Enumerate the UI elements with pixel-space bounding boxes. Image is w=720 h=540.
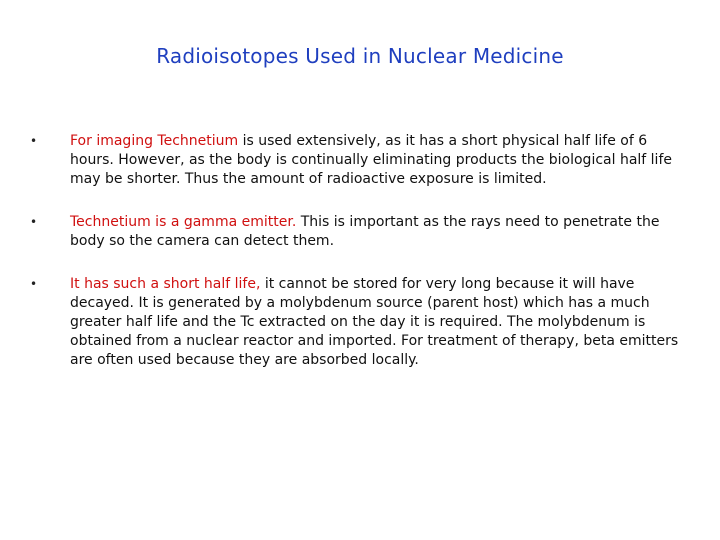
bullet-icon: • — [30, 215, 38, 229]
bullet-highlight-text: It has such a short half life, — [70, 276, 261, 292]
bullet-item — [26, 275, 686, 370]
bullet-icon: • — [30, 134, 38, 148]
bullet-body-text: is used extensively, as it has a short physical half life of 6 hours. However, as the body is continually eliminating products the biological half life may be shorter. Thus the amount of radioactive exposure is limited. — [70, 133, 672, 187]
bullet-item — [26, 132, 686, 189]
bullet-body-text: it cannot be stored for very long because it will have decayed. It is generated by a molybdenum source (parent host) which has a much greater half life and the Tc extracted on the day it is required. The molybdenum is obtained from a nuclear reactor and imported. For treatment of therapy, beta emitters are often used because they are absorbed locally. — [70, 276, 679, 368]
bullet-item — [26, 213, 686, 251]
bullet-highlight-text: For imaging Technetium — [70, 133, 239, 149]
slide-title: Radioisotopes Used in Nuclear Medicine — [156, 44, 564, 68]
bullet-body-text: This is important as the rays need to penetrate the body so the camera can detect them. — [70, 214, 660, 249]
bullet-icon: • — [30, 277, 38, 291]
bullet-list — [26, 132, 686, 394]
bullet-highlight-text: Technetium is a gamma emitter. — [70, 214, 297, 230]
